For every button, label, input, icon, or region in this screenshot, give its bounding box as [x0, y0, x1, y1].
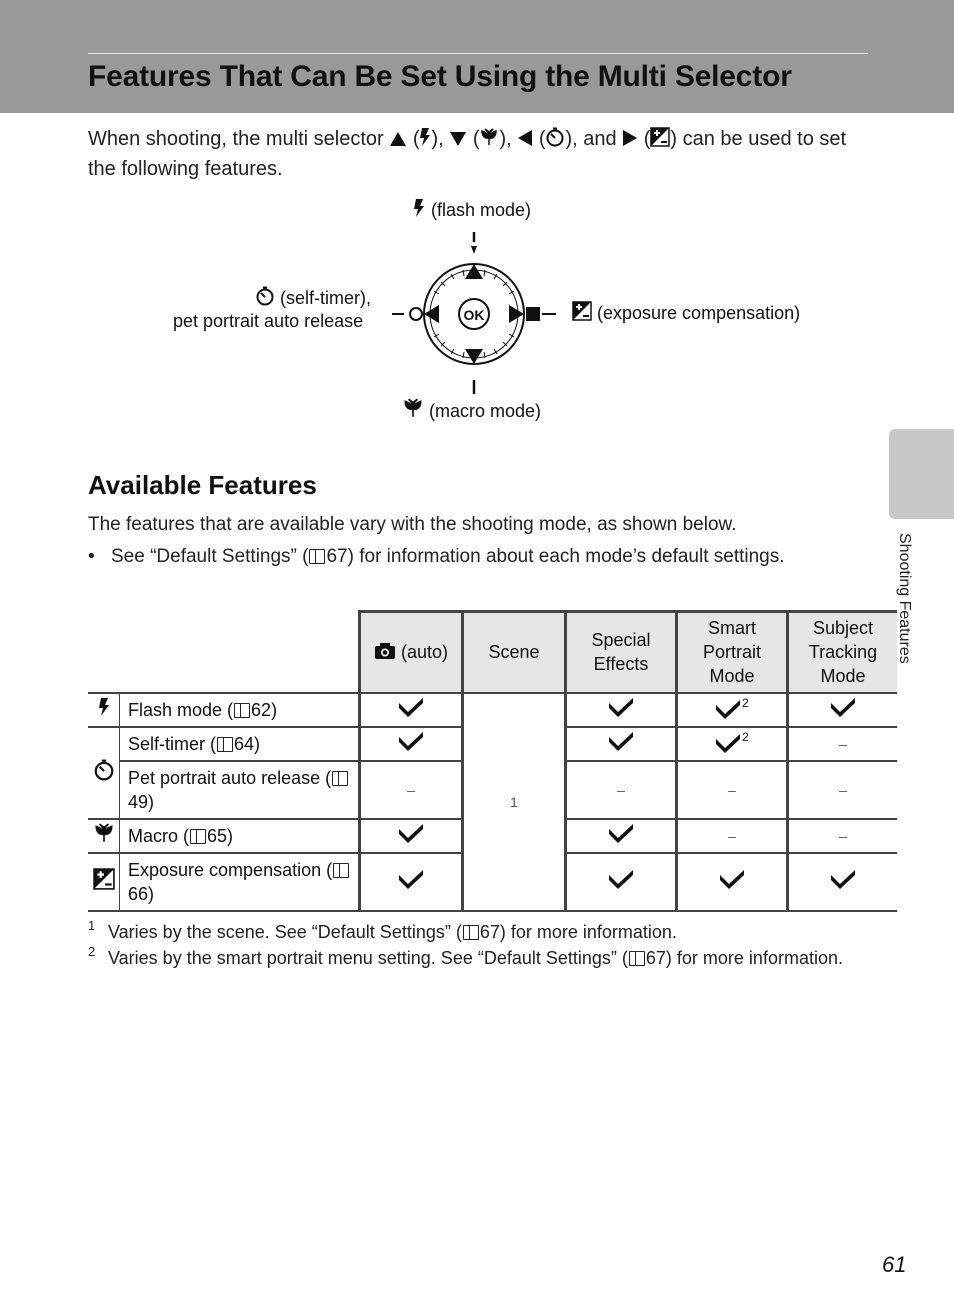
dash: –	[839, 782, 847, 798]
bullet-text	[111, 543, 831, 571]
cell-tracking-flash	[788, 693, 898, 727]
exposure-icon	[650, 127, 670, 147]
cell-special-macro	[566, 819, 677, 853]
row-label-text: Self-timer (	[128, 733, 217, 754]
flash-pointer	[471, 232, 477, 254]
bullet-page-link[interactable]: 67	[326, 546, 348, 567]
dash: –	[617, 782, 625, 798]
row-icon	[88, 853, 120, 911]
close-paren: )	[254, 733, 261, 754]
check-icon	[830, 697, 856, 717]
footnote-text-end: ) for more information.	[499, 922, 677, 942]
book-icon	[217, 737, 233, 752]
intro-text-9: ) can be used to set the following features.	[88, 128, 847, 180]
check-icon	[715, 733, 741, 753]
available-features-paragraph: The features that are available vary with the shooting mode, as shown below.	[88, 514, 737, 535]
check-icon	[398, 697, 424, 717]
cell-auto-flash	[360, 693, 463, 727]
column-header-smart-portrait: Smart Portrait Mode	[677, 612, 788, 693]
footnote-text: Varies by the smart portrait menu setting. See “Default Settings” (	[108, 948, 628, 968]
cell-smart-self-timer	[677, 727, 788, 761]
cell-tracking-macro	[788, 819, 898, 853]
cell-smart-flash	[677, 693, 788, 727]
close-paren: )	[148, 791, 155, 812]
dash: –	[407, 782, 415, 798]
flash-mode-label	[412, 198, 531, 221]
column-header-scene: Scene	[463, 612, 566, 693]
cell-tracking-exposure	[788, 853, 898, 911]
features-table	[88, 610, 897, 912]
header-rule	[88, 53, 868, 54]
row-label-pet-portrait	[120, 761, 360, 819]
book-icon	[629, 951, 645, 966]
cell-smart-pet	[677, 761, 788, 819]
row-label-exposure	[120, 853, 360, 911]
dash: –	[728, 782, 736, 798]
close-paren: )	[148, 883, 155, 904]
macro-icon	[93, 822, 115, 844]
cell-auto-pet	[360, 761, 463, 819]
page-title: Features That Can Be Set Using the Multi Selector	[88, 60, 792, 93]
check-icon	[608, 823, 634, 843]
column-header-special-effects: Special Effects	[566, 612, 677, 693]
macro-mode-text: (macro mode)	[429, 401, 542, 421]
chapter-side-tab[interactable]	[889, 429, 954, 519]
intro-paragraph	[88, 124, 878, 184]
footnote-number: 1	[88, 918, 96, 933]
intro-text-1: When shooting, the multi selector	[88, 128, 390, 150]
row-label-text: Pet portrait auto release (	[128, 767, 332, 788]
header-band	[0, 0, 954, 113]
row-page-link[interactable]: 65	[207, 825, 228, 846]
table-header-row	[88, 612, 897, 693]
footnote-ref-2: 2	[742, 695, 749, 710]
cell-special-pet	[566, 761, 677, 819]
book-icon	[234, 703, 250, 718]
self-timer-pointer	[392, 308, 422, 320]
cell-special-exposure	[566, 853, 677, 911]
cell-auto-macro	[360, 819, 463, 853]
flash-mode-text: (flash mode)	[431, 200, 532, 220]
row-icon	[88, 693, 120, 727]
footnote-text-end: ) for more information.	[665, 948, 843, 968]
book-icon	[332, 771, 348, 786]
exposure-icon	[572, 301, 592, 321]
check-icon	[608, 697, 634, 717]
exposure-compensation-text: (exposure compensation)	[597, 303, 801, 323]
self-timer-icon	[255, 286, 275, 306]
close-paren: )	[227, 825, 234, 846]
flash-icon	[97, 697, 111, 717]
footnote-2	[88, 946, 848, 970]
column-header-auto	[360, 612, 463, 693]
check-icon	[398, 823, 424, 843]
cell-tracking-pet	[788, 761, 898, 819]
intro-text-8: (	[638, 128, 651, 150]
macro-mode-label	[402, 397, 541, 422]
book-icon	[333, 863, 349, 878]
footnote-number: 2	[88, 944, 96, 959]
cell-special-flash	[566, 693, 677, 727]
page-number: 61	[882, 1252, 907, 1277]
row-label-text: Exposure compensation (	[128, 859, 333, 880]
intro-text-2: (	[407, 128, 420, 150]
scene-note-ref: 1	[510, 794, 518, 810]
row-page-link[interactable]: 62	[251, 699, 272, 720]
self-timer-icon	[545, 127, 565, 147]
cell-scene-merged	[463, 693, 566, 911]
exposure-pointer	[527, 308, 556, 320]
ok-button-label: OK	[463, 307, 485, 323]
column-header-auto-text: (auto)	[400, 642, 449, 663]
intro-text-7: ), and	[565, 128, 623, 150]
row-page-link[interactable]: 66	[128, 883, 149, 904]
right-arrow-icon	[622, 129, 638, 147]
cell-special-self-timer	[566, 727, 677, 761]
bullet-suffix: ) for information about each mode’s default settings.	[347, 546, 785, 567]
check-icon	[608, 869, 634, 889]
pet-portrait-label: pet portrait auto release	[173, 311, 364, 331]
left-arrow-icon	[517, 129, 533, 147]
row-label-self-timer	[120, 727, 360, 761]
chapter-side-label: Shooting Features	[896, 533, 913, 664]
book-icon	[190, 829, 206, 844]
dash: –	[839, 736, 847, 752]
intro-text-6: (	[533, 128, 546, 150]
check-icon	[719, 869, 745, 889]
bullet-prefix: See “Default Settings” (	[111, 546, 309, 567]
camera-icon	[374, 642, 396, 660]
column-header-subject-tracking: Subject Tracking Mode	[788, 612, 898, 693]
dash: –	[728, 828, 736, 844]
cell-smart-exposure	[677, 853, 788, 911]
intro-text-3: ),	[431, 128, 450, 150]
row-page-link[interactable]: 49	[128, 791, 149, 812]
intro-text-5: ),	[499, 128, 518, 150]
footnote-ref-2: 2	[742, 729, 749, 744]
row-icon	[88, 727, 120, 819]
row-label-text: Macro (	[128, 825, 190, 846]
up-arrow-icon	[389, 131, 407, 147]
self-timer-text: (self-timer),	[280, 288, 372, 308]
footnote-1	[88, 920, 848, 944]
intro-text-4: (	[467, 128, 480, 150]
footnote-page-link[interactable]: 67	[479, 922, 500, 942]
macro-icon	[479, 127, 499, 147]
multi-selector-diagram	[380, 224, 570, 400]
header-blank	[88, 612, 360, 693]
available-features-heading: Available Features	[88, 470, 317, 500]
bullet-dot: •	[88, 546, 95, 567]
book-icon	[463, 925, 479, 940]
check-icon	[715, 699, 741, 719]
row-icon	[88, 819, 120, 853]
exposure-compensation-label	[572, 301, 800, 324]
footnotes	[88, 920, 848, 972]
flash-icon	[412, 198, 426, 218]
table-row	[88, 693, 897, 727]
cell-smart-macro	[677, 819, 788, 853]
row-label-text: Flash mode (	[128, 699, 234, 720]
self-timer-icon	[93, 759, 115, 781]
footnote-text: Varies by the scene. See “Default Settings” (	[108, 922, 462, 942]
dash: –	[839, 828, 847, 844]
check-icon	[830, 869, 856, 889]
check-icon	[398, 869, 424, 889]
down-arrow-icon	[449, 131, 467, 147]
row-page-link[interactable]: 64	[234, 733, 255, 754]
check-icon	[608, 731, 634, 751]
exposure-icon	[93, 868, 115, 890]
close-paren: )	[271, 699, 278, 720]
macro-icon	[402, 397, 424, 419]
check-icon	[398, 731, 424, 751]
cell-auto-self-timer	[360, 727, 463, 761]
book-icon	[309, 549, 325, 564]
self-timer-label	[255, 286, 371, 309]
footnote-page-link[interactable]: 67	[645, 948, 666, 968]
row-label-macro	[120, 819, 360, 853]
cell-tracking-self-timer	[788, 727, 898, 761]
cell-auto-exposure	[360, 853, 463, 911]
row-label-flash-mode	[120, 693, 360, 727]
flash-icon	[419, 127, 431, 147]
